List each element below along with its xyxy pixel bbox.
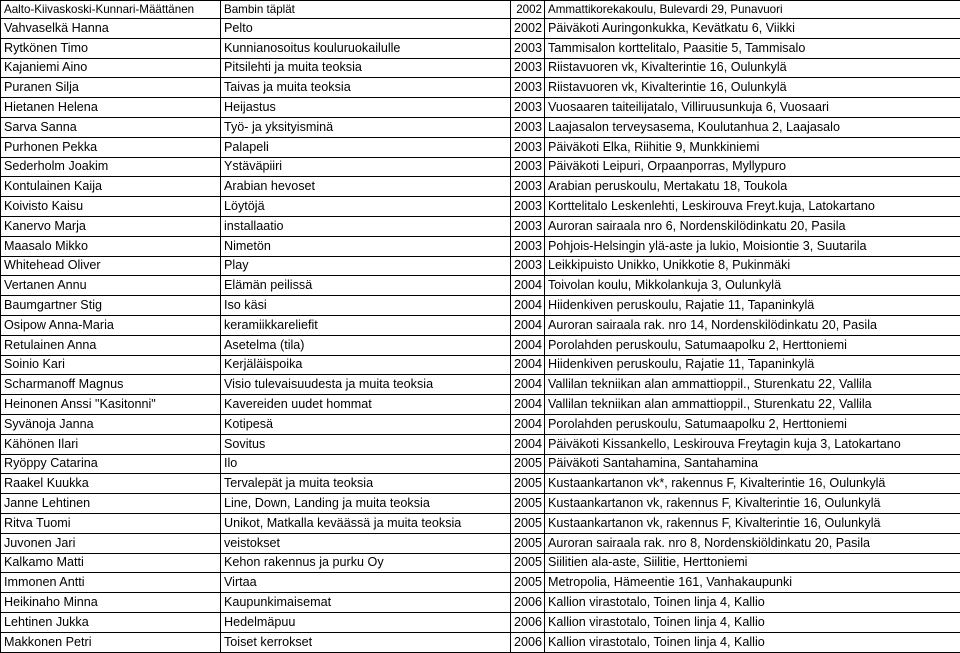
table-row	[1, 256, 960, 276]
year-cell: 2003	[511, 78, 545, 98]
work-title-cell: Löytöjä	[221, 197, 511, 217]
location-cell: Vallilan tekniikan alan ammattioppil., Sturenkatu 22, Vallila	[545, 395, 960, 415]
year-cell: 2004	[511, 335, 545, 355]
location-cell: Kustaankartanon vk, rakennus F, Kivalterintie 16, Oulunkylä	[545, 494, 960, 514]
location-cell: Päiväkoti Elka, Riihitie 9, Munkkiniemi	[545, 137, 960, 157]
artist-cell: Makkonen Petri	[1, 632, 221, 652]
table-row	[1, 58, 960, 78]
year-cell: 2004	[511, 434, 545, 454]
location-cell: Toivolan koulu, Mikkolankuja 3, Oulunkylä	[545, 276, 960, 296]
year-cell: 2005	[511, 533, 545, 553]
artist-cell: Kontulainen Kaija	[1, 177, 221, 197]
location-cell: Kustaankartanon vk*, rakennus F, Kivalterintie 16, Oulunkylä	[545, 474, 960, 494]
year-cell: 2004	[511, 276, 545, 296]
location-cell: Päiväkoti Kissankello, Leskirouva Freytagin kuja 3, Latokartano	[545, 434, 960, 454]
location-cell: Ammattikorekakoulu, Bulevardi 29, Punavuori	[545, 1, 960, 19]
table-row	[1, 157, 960, 177]
table-row	[1, 355, 960, 375]
work-title-cell: Kunnianosoitus kouluruokailulle	[221, 38, 511, 58]
location-cell: Päiväkoti Santahamina, Santahamina	[545, 454, 960, 474]
work-title-cell: Iso käsi	[221, 296, 511, 316]
location-cell: Hiidenkiven peruskoulu, Rajatie 11, Tapaninkylä	[545, 296, 960, 316]
table-row	[1, 38, 960, 58]
location-cell: Vuosaaren taiteilijatalo, Villiruusunkuja 6, Vuosaari	[545, 98, 960, 118]
table-row	[1, 454, 960, 474]
table-row	[1, 19, 960, 39]
work-title-cell: Työ- ja yksityisminä	[221, 117, 511, 137]
artist-cell: Whitehead Oliver	[1, 256, 221, 276]
artist-cell: Kalkamo Matti	[1, 553, 221, 573]
artist-cell: Rytkönen Timo	[1, 38, 221, 58]
year-cell: 2004	[511, 296, 545, 316]
artist-cell: Heikinaho Minna	[1, 593, 221, 613]
year-cell: 2004	[511, 395, 545, 415]
table-row	[1, 395, 960, 415]
year-cell: 2003	[511, 38, 545, 58]
year-cell: 2005	[511, 494, 545, 514]
artist-cell: Scharmanoff Magnus	[1, 375, 221, 395]
year-cell: 2003	[511, 177, 545, 197]
table-row	[1, 494, 960, 514]
year-cell: 2004	[511, 315, 545, 335]
table-row	[1, 177, 960, 197]
year-cell: 2003	[511, 58, 545, 78]
work-title-cell: Line, Down, Landing ja muita teoksia	[221, 494, 511, 514]
table-row	[1, 335, 960, 355]
work-title-cell: Hedelmäpuu	[221, 612, 511, 632]
year-cell: 2005	[511, 454, 545, 474]
work-title-cell: Taivas ja muita teoksia	[221, 78, 511, 98]
location-cell: Kallion virastotalo, Toinen linja 4, Kallio	[545, 593, 960, 613]
year-cell: 2006	[511, 593, 545, 613]
work-title-cell: Play	[221, 256, 511, 276]
year-cell: 2005	[511, 573, 545, 593]
year-cell: 2004	[511, 355, 545, 375]
work-title-cell: Kaupunkimaisemat	[221, 593, 511, 613]
work-title-cell: keramiikkareliefit	[221, 315, 511, 335]
artist-cell: Maasalo Mikko	[1, 236, 221, 256]
table-row	[1, 216, 960, 236]
year-cell: 2003	[511, 157, 545, 177]
work-title-cell: Bambin täplät	[221, 1, 511, 19]
year-cell: 2005	[511, 513, 545, 533]
artist-cell: Soinio Kari	[1, 355, 221, 375]
work-title-cell: Asetelma (tila)	[221, 335, 511, 355]
location-cell: Leikkipuisto Unikko, Unikkotie 8, Pukinmäki	[545, 256, 960, 276]
artist-cell: Purhonen Pekka	[1, 137, 221, 157]
artist-cell: Baumgartner Stig	[1, 296, 221, 316]
location-cell: Riistavuoren vk, Kivalterintie 16, Oulunkylä	[545, 58, 960, 78]
location-cell: Porolahden peruskoulu, Satumaapolku 2, Herttoniemi	[545, 414, 960, 434]
work-title-cell: veistokset	[221, 533, 511, 553]
work-title-cell: Visio tulevaisuudesta ja muita teoksia	[221, 375, 511, 395]
location-cell: Riistavuoren vk, Kivalterintie 16, Oulunkylä	[545, 78, 960, 98]
location-cell: Kallion virastotalo, Toinen linja 4, Kallio	[545, 632, 960, 652]
location-cell: Metropolia, Hämeentie 161, Vanhakaupunki	[545, 573, 960, 593]
work-title-cell: Heijastus	[221, 98, 511, 118]
artist-cell: Osipow Anna-Maria	[1, 315, 221, 335]
location-cell: Tammisalon korttelitalo, Paasitie 5, Tammisalo	[545, 38, 960, 58]
work-title-cell: Arabian hevoset	[221, 177, 511, 197]
table-row	[1, 474, 960, 494]
artist-cell: Syvänoja Janna	[1, 414, 221, 434]
location-cell: Kallion virastotalo, Toinen linja 4, Kallio	[545, 612, 960, 632]
table-row	[1, 197, 960, 217]
table-row	[1, 513, 960, 533]
work-title-cell: Ystäväpiiri	[221, 157, 511, 177]
work-title-cell: Sovitus	[221, 434, 511, 454]
table-row	[1, 236, 960, 256]
artist-cell: Heinonen Anssi "Kasitonni"	[1, 395, 221, 415]
work-title-cell: Nimetön	[221, 236, 511, 256]
location-cell: Auroran sairaala nro 6, Nordenskilödinkatu 20, Pasila	[545, 216, 960, 236]
work-title-cell: Virtaa	[221, 573, 511, 593]
artist-cell: Lehtinen Jukka	[1, 612, 221, 632]
table-row	[1, 573, 960, 593]
work-title-cell: Palapeli	[221, 137, 511, 157]
table-row	[1, 414, 960, 434]
location-cell: Porolahden peruskoulu, Satumaapolku 2, Herttoniemi	[545, 335, 960, 355]
year-cell: 2003	[511, 216, 545, 236]
year-cell: 2003	[511, 256, 545, 276]
artist-cell: Ritva Tuomi	[1, 513, 221, 533]
year-cell: 2003	[511, 137, 545, 157]
work-title-cell: Kerjäläispoika	[221, 355, 511, 375]
location-cell: Arabian peruskoulu, Mertakatu 18, Toukola	[545, 177, 960, 197]
work-title-cell: Kavereiden uudet hommat	[221, 395, 511, 415]
table-row	[1, 553, 960, 573]
table-row	[1, 276, 960, 296]
artist-cell: Janne Lehtinen	[1, 494, 221, 514]
year-cell: 2006	[511, 612, 545, 632]
artist-cell: Vertanen Annu	[1, 276, 221, 296]
location-cell: Laajasalon terveysasema, Koulutanhua 2, Laajasalo	[545, 117, 960, 137]
work-title-cell: Unikot, Matkalla keväässä ja muita teoksia	[221, 513, 511, 533]
year-cell: 2003	[511, 236, 545, 256]
artist-cell: Retulainen Anna	[1, 335, 221, 355]
artist-cell: Sederholm Joakim	[1, 157, 221, 177]
table-row	[1, 612, 960, 632]
year-cell: 2004	[511, 414, 545, 434]
work-title-cell: Kotipesä	[221, 414, 511, 434]
year-cell: 2002	[511, 1, 545, 19]
work-title-cell: Kehon rakennus ja purku Oy	[221, 553, 511, 573]
work-title-cell: Toiset kerrokset	[221, 632, 511, 652]
year-cell: 2006	[511, 632, 545, 652]
location-cell: Auroran sairaala rak. nro 14, Nordenskilödinkatu 20, Pasila	[545, 315, 960, 335]
table-row	[1, 315, 960, 335]
table-row	[1, 632, 960, 652]
table-row	[1, 593, 960, 613]
location-cell: Pohjois-Helsingin ylä-aste ja lukio, Moisiontie 3, Suutarila	[545, 236, 960, 256]
table-row	[1, 117, 960, 137]
artist-cell: Kähönen Ilari	[1, 434, 221, 454]
location-cell: Päiväkoti Auringonkukka, Kevätkatu 6, Viikki	[545, 19, 960, 39]
year-cell: 2005	[511, 474, 545, 494]
work-title-cell: installaatio	[221, 216, 511, 236]
artist-cell: Raakel Kuukka	[1, 474, 221, 494]
artist-cell: Aalto-Kiivaskoski-Kunnari-Määttänen	[1, 1, 221, 19]
year-cell: 2002	[511, 19, 545, 39]
year-cell: 2004	[511, 375, 545, 395]
work-title-cell: Ilo	[221, 454, 511, 474]
work-title-cell: Tervalepät ja muita teoksia	[221, 474, 511, 494]
year-cell: 2005	[511, 553, 545, 573]
location-cell: Auroran sairaala rak. nro 8, Nordenskiöldinkatu 20, Pasila	[545, 533, 960, 553]
year-cell: 2003	[511, 98, 545, 118]
artist-cell: Sarva Sanna	[1, 117, 221, 137]
work-title-cell: Pitsilehti ja muita teoksia	[221, 58, 511, 78]
year-cell: 2003	[511, 197, 545, 217]
location-cell: Korttelitalo Leskenlehti, Leskirouva Freyt.kuja, Latokartano	[545, 197, 960, 217]
table-row	[1, 1, 960, 19]
table-row	[1, 296, 960, 316]
table-row	[1, 98, 960, 118]
table-row	[1, 78, 960, 98]
location-cell: Vallilan tekniikan alan ammattioppil., Sturenkatu 22, Vallila	[545, 375, 960, 395]
artist-cell: Koivisto Kaisu	[1, 197, 221, 217]
table-row	[1, 375, 960, 395]
artist-cell: Puranen Silja	[1, 78, 221, 98]
work-title-cell: Elämän peilissä	[221, 276, 511, 296]
table-row	[1, 533, 960, 553]
artist-cell: Immonen Antti	[1, 573, 221, 593]
artist-cell: Kanervo Marja	[1, 216, 221, 236]
year-cell: 2003	[511, 117, 545, 137]
location-cell: Siilitien ala-aste, Siilitie, Herttoniemi	[545, 553, 960, 573]
artist-cell: Ryöppy Catarina	[1, 454, 221, 474]
table-row	[1, 137, 960, 157]
artist-cell: Vahvaselkä Hanna	[1, 19, 221, 39]
location-cell: Kustaankartanon vk, rakennus F, Kivalterintie 16, Oulunkylä	[545, 513, 960, 533]
artwork-table-body	[1, 1, 960, 653]
work-title-cell: Pelto	[221, 19, 511, 39]
location-cell: Päiväkoti Leipuri, Orpaanporras, Myllypuro	[545, 157, 960, 177]
artist-cell: Juvonen Jari	[1, 533, 221, 553]
artist-cell: Kajaniemi Aino	[1, 58, 221, 78]
artist-cell: Hietanen Helena	[1, 98, 221, 118]
location-cell: Hiidenkiven peruskoulu, Rajatie 11, Tapaninkylä	[545, 355, 960, 375]
table-row	[1, 434, 960, 454]
